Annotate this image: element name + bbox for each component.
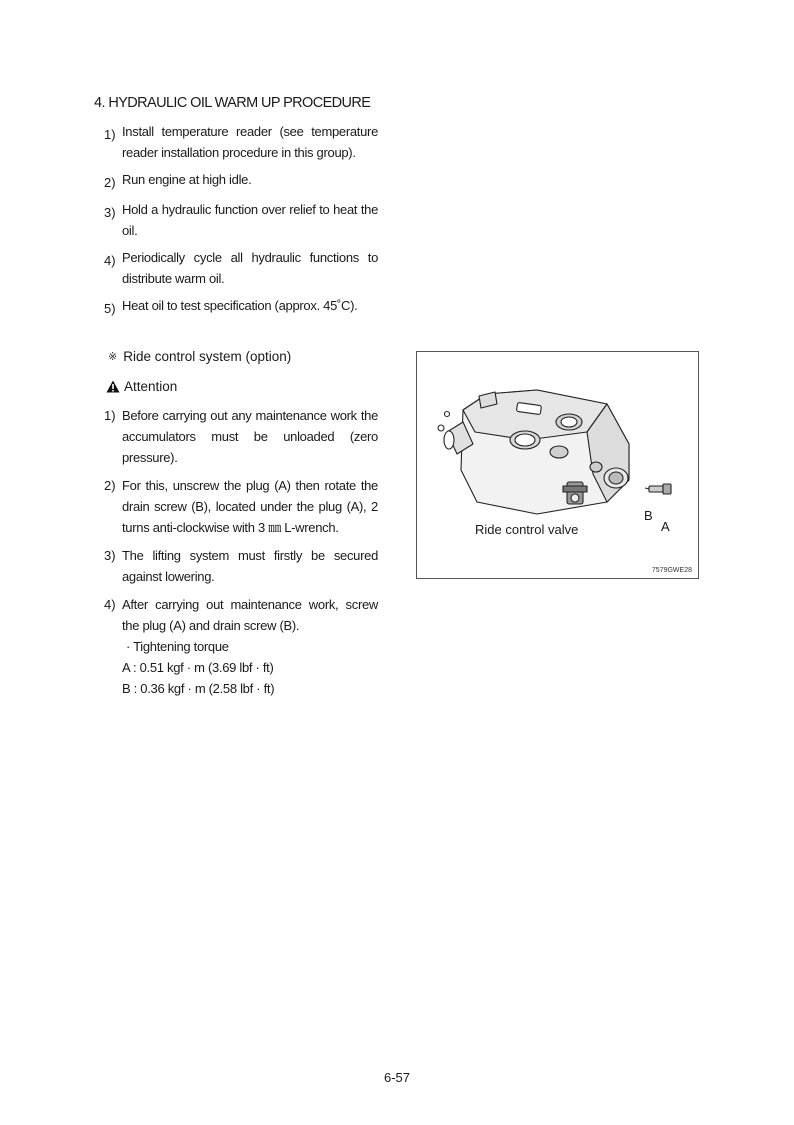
attention-heading (106, 379, 177, 394)
item-number: 1) (104, 408, 116, 423)
step-number: 5) (104, 301, 116, 316)
item-number: 2) (104, 478, 116, 493)
step-number: 3) (104, 205, 116, 220)
step-text: Periodically cycle all hydraulic functions to distribute warm oil. (122, 250, 378, 286)
ride-control-valve-figure (416, 351, 699, 579)
callout-label-a: A (661, 519, 670, 534)
reference-mark-icon: ※ (108, 351, 118, 363)
attention-text: Attention (124, 379, 178, 394)
torque-value-b: B : 0.36 kgf · m (2.58 lbf · ft) (122, 681, 275, 696)
step-text: Hold a hydraulic function over relief to heat the oil. (122, 202, 378, 238)
item-number: 4) (104, 597, 116, 612)
list-item (104, 594, 378, 699)
item-text: Before carrying out any maintenance work the accumulators must be unloaded (zero pressure). (122, 408, 378, 465)
step-item (104, 247, 378, 289)
warning-triangle-icon (106, 380, 120, 393)
step-number: 4) (104, 253, 116, 268)
procedure-steps (104, 121, 378, 325)
figure-code: 7579GWE28 (651, 567, 692, 574)
step-item (104, 295, 378, 319)
item-text: After carrying out maintenance work, screw the plug (A) and drain screw (B). (122, 597, 378, 633)
step-item (104, 169, 378, 193)
list-item (104, 475, 378, 538)
step-number: 1) (104, 127, 116, 142)
step-item (104, 199, 378, 241)
torque-value-a: A : 0.51 kgf · m (3.69 lbf · ft) (122, 660, 274, 675)
note-heading (108, 349, 291, 364)
item-text: For this, unscrew the plug (A) then rotate the drain screw (B), located under the plug (A), 2 turns anti-clockwise with 3 ㎜ L-wrench. (122, 478, 378, 535)
step-text: Heat oil to test specification (approx. 45˚C). (122, 298, 358, 313)
item-number: 3) (104, 548, 116, 563)
step-text: Run engine at high idle. (122, 172, 252, 187)
note-heading-text: Ride control system (option) (123, 349, 292, 364)
figure-caption: Ride control valve (475, 522, 579, 537)
list-item (104, 405, 378, 468)
list-item (104, 545, 378, 587)
step-item (104, 121, 378, 163)
item-text: The lifting system must firstly be secured against lowering. (122, 548, 378, 584)
attention-items (104, 405, 378, 706)
torque-heading: · Tightening torque (126, 639, 229, 654)
step-number: 2) (104, 175, 116, 190)
step-text: Install temperature reader (see temperature reader installation procedure in this group). (122, 124, 378, 160)
callout-label-b: B (644, 508, 653, 523)
valve-illustration (417, 352, 700, 580)
page-number: 6-57 (383, 1070, 411, 1085)
section-title: 4. HYDRAULIC OIL WARM UP PROCEDURE (94, 95, 371, 111)
